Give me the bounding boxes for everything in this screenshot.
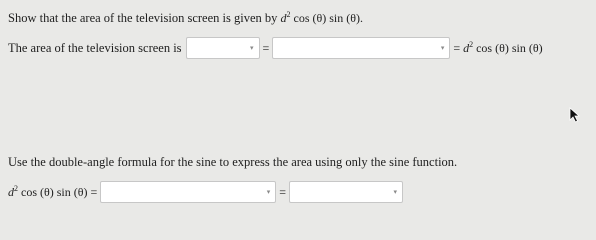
area-label: The area of the television screen is xyxy=(8,40,182,55)
result-d: d xyxy=(463,41,470,55)
area-dropdown-2[interactable] xyxy=(272,37,450,59)
result-sup: 2 xyxy=(469,40,474,49)
equals-sign: = xyxy=(279,184,287,199)
lhs-sup: 2 xyxy=(14,184,18,193)
instruction-text: Use the double-angle formula for the sine to express the area using only the sine function. xyxy=(8,155,458,169)
chevron-down-icon: ▾ xyxy=(393,188,398,196)
area-dropdown-1[interactable] xyxy=(186,37,260,59)
prompt-expression xyxy=(281,11,363,25)
equals-sign: = xyxy=(453,40,461,55)
lhs-rest: cos (θ) sin (θ) xyxy=(18,185,88,199)
prompt-expr-rest: cos (θ) sin (θ). xyxy=(290,11,363,25)
chevron-down-icon: ▾ xyxy=(440,44,445,52)
chevron-down-icon: ▾ xyxy=(266,188,271,196)
double-angle-row xyxy=(8,181,403,203)
lhs-expression xyxy=(8,184,87,200)
result-rest: cos (θ) sin (θ) xyxy=(473,41,543,55)
sine-dropdown-2[interactable] xyxy=(289,181,403,203)
area-row xyxy=(8,37,543,59)
prompt-expr-sup: 2 xyxy=(286,10,291,19)
sine-dropdown-1[interactable] xyxy=(100,181,276,203)
prompt-expr-d: d xyxy=(280,11,287,25)
question-prompt xyxy=(8,10,363,26)
prompt-text: Show that the area of the television screen is given by xyxy=(8,11,281,25)
chevron-down-icon: ▾ xyxy=(250,44,254,52)
area-result-expression xyxy=(463,40,542,56)
lhs-d: d xyxy=(8,185,14,199)
mouse-pointer-icon xyxy=(569,107,581,123)
equals-sign: = xyxy=(262,40,270,55)
equals-sign: = xyxy=(90,184,98,199)
